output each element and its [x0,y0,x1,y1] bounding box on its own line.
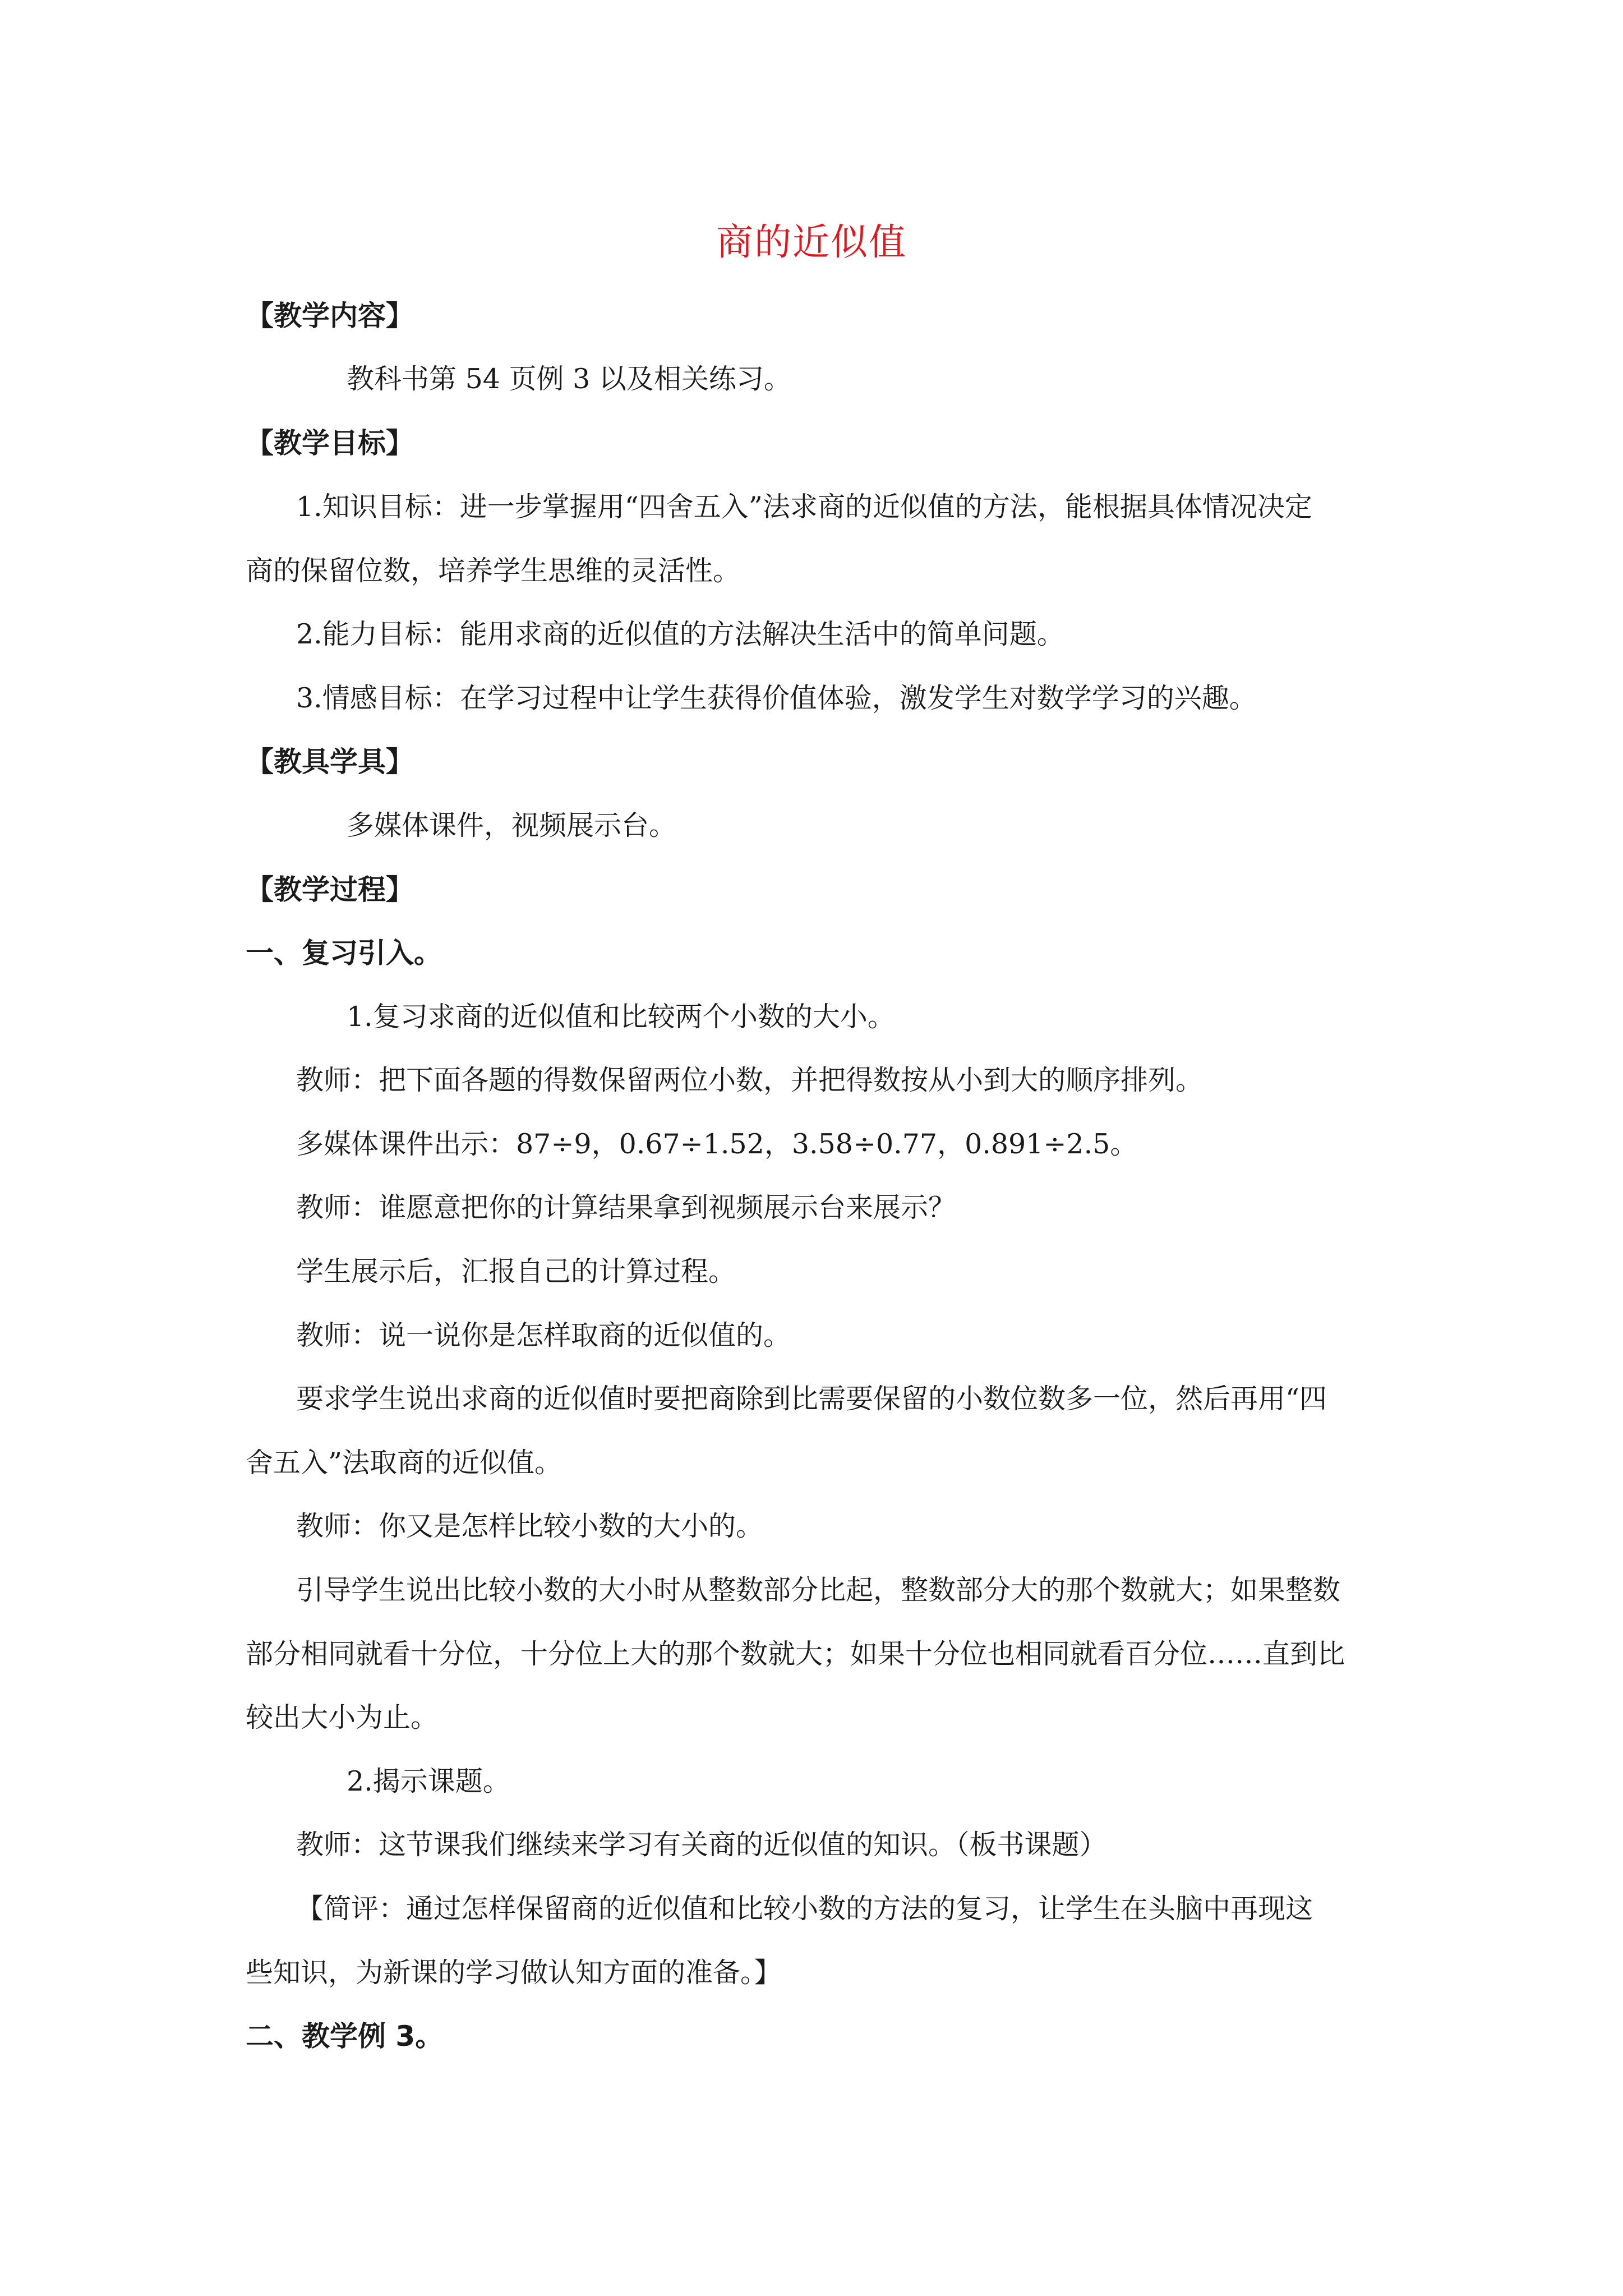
section-1-item-2: 2.揭示课题。 [347,1765,510,1797]
document-title: 商的近似值 [716,220,907,264]
section-1-heading: 一、复习引入。 [246,937,442,969]
heading-teaching-process: 【教学过程】 [246,873,414,906]
section-1-paragraph-2: 多媒体课件出示：87÷9，0.67÷1.52，3.58÷0.77，0.891÷2.5。 [296,1128,1138,1160]
goal-1-line-1: 1.知识目标：进一步掌握用“四舍五入”法求商的近似值的方法，能根据具体情况决定 [296,491,1312,523]
heading-teaching-content: 【教学内容】 [246,300,414,332]
section-1-paragraph-1: 教师：把下面各题的得数保留两位小数，并把得数按从小到大的顺序排列。 [296,1064,1204,1096]
heading-teaching-tools: 【教具学具】 [246,746,414,778]
goal-3: 3.情感目标：在学习过程中让学生获得价值体验，激发学生对数学学习的兴趣。 [296,682,1257,714]
section-1-paragraph-9: 教师：这节课我们继续来学习有关商的近似值的知识。（板书课题） [296,1829,1107,1861]
section-2-heading: 二、教学例 3。 [246,2020,444,2053]
section-1-item-1: 1.复习求商的近似值和比较两个小数的大小。 [347,1001,895,1033]
comment-line-1: 【简评：通过怎样保留商的近似值和比较小数的方法的复习，让学生在头脑中再现这 [296,1893,1313,1925]
section-1-paragraph-6-line-1: 要求学生说出求商的近似值时要把商除到比需要保留的小数位数多一位，然后再用“四 [296,1383,1327,1415]
goal-1-line-2: 商的保留位数，培养学生思维的灵活性。 [246,555,741,587]
teaching-tools-text: 多媒体课件，视频展示台。 [347,809,677,841]
section-1-paragraph-3: 教师：谁愿意把你的计算结果拿到视频展示台来展示？ [296,1191,956,1223]
section-1-paragraph-8-line-1: 引导学生说出比较小数的大小时从整数部分比起，整数部分大的那个数就大；如果整数 [296,1574,1341,1606]
teaching-content-text: 教科书第 54 页例 3 以及相关练习。 [347,363,791,395]
section-1-paragraph-8-line-2: 部分相同就看十分位，十分位上大的那个数就大；如果十分位也相同就看百分位……直到比 [246,1638,1345,1670]
section-1-paragraph-7: 教师：你又是怎样比较小数的大小的。 [296,1510,764,1542]
heading-teaching-goals: 【教学目标】 [246,427,414,459]
section-1-paragraph-5: 教师：说一说你是怎样取商的近似值的。 [296,1319,791,1351]
section-1-paragraph-6-line-2: 舍五入”法取商的近似值。 [246,1447,562,1479]
comment-line-2: 些知识，为新课的学习做认知方面的准备。】 [246,1957,782,1989]
goal-2: 2.能力目标：能用求商的近似值的方法解决生活中的简单问题。 [296,618,1064,650]
section-1-paragraph-8-line-3: 较出大小为止。 [246,1701,439,1733]
section-1-paragraph-4: 学生展示后，汇报自己的计算过程。 [296,1255,736,1287]
